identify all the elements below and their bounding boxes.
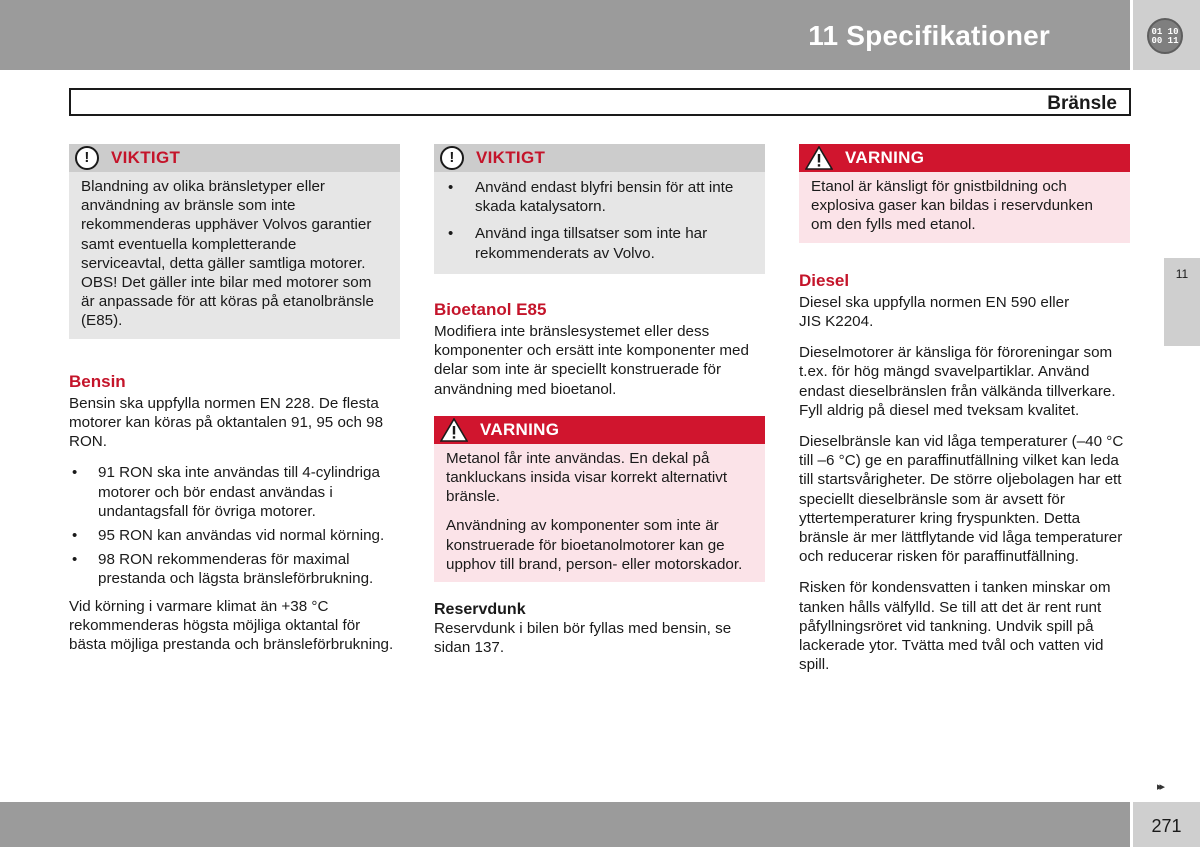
warning-callout (799, 144, 1130, 243)
reservdunk-heading: Reservdunk (434, 601, 526, 619)
list-item: • 91 RON ska inte användas till 4-cylindriga motorer och bör endast användas i undantagsfall för övriga motorer. (69, 463, 400, 521)
bensin-bullet-list (69, 463, 400, 588)
bensin-outro: Vid körning i varmare klimat än +38 °C rekommenderas högsta möjliga oktantal för bästa möjliga prestanda och bränsleförbrukning. (69, 597, 394, 654)
warning-callout (434, 416, 765, 582)
important-callout (69, 144, 400, 339)
section-title: Bränsle (1047, 93, 1117, 114)
warning-triangle-icon (440, 418, 468, 442)
list-item: • Använd endast blyfri bensin för att inte skada katalysatorn. (446, 178, 753, 216)
important-label: VIKTIGT (476, 148, 546, 168)
important-callout-body (69, 172, 400, 339)
warning-callout-body (799, 172, 1130, 243)
diesel-text-1: Diesel ska uppfylla normen EN 590 eller JIS K2204. (799, 293, 1070, 331)
important-callout-header (434, 144, 765, 172)
diesel-text-3: Dieselbränsle kan vid låga temperaturer (–40 °C till –6 °C) ge en paraffinutfällning vilket kan leda till startsvårigheter. De större oljebolagen har ett speciellt dieselbränsle som är avsett för yttertemperaturer kring fryspunkten. Detta bränsle är mer lättflytande vid låga temperaturer och reducerar risken för paraffinutfällning. (799, 433, 1124, 566)
chapter-title: 11 Specifikationer (808, 20, 1050, 51)
warning-label: VARNING (845, 148, 925, 168)
list-item: • 95 RON kan användas vid normal körning. (69, 526, 400, 545)
important-callout-header (69, 144, 400, 172)
column-3 (799, 144, 1130, 686)
page-number: 271 (1151, 816, 1182, 836)
important-exclamation-icon (440, 146, 464, 170)
important-callout-body (434, 172, 765, 274)
warning-callout-header (799, 144, 1130, 172)
bioetanol-heading: Bioetanol E85 (434, 299, 547, 319)
chapter-badge-icon (1147, 18, 1183, 54)
continue-arrows-icon: ▸▸ (1157, 781, 1163, 793)
diesel-text-4: Risken för kondensvatten i tanken minskar om tanken hålls välfylld. Se till att det är rent runt påfyllningsröret vid tankning. Undvik spill på lackerade ytor. Tvätta med tvål och vatten vid spill. (799, 579, 1111, 674)
warning-text-2: Användning av komponenter som inte är konstruerade för bioetanolmotorer kan ge upphov till brand, person- eller motorskador. (446, 517, 743, 573)
warning-triangle-icon (805, 146, 833, 170)
header-bar (0, 0, 1130, 70)
column-1 (69, 144, 400, 666)
list-item: • Använd inga tillsatser som inte har rekommenderats av Volvo. (446, 224, 753, 262)
chapter-side-tab[interactable] (1164, 258, 1200, 346)
side-tab-label: 11 (1175, 267, 1189, 281)
warning-label: VARNING (480, 420, 560, 440)
list-item: • 98 RON rekommenderas för maximal prestanda och lägsta bränsleförbrukning. (69, 550, 400, 588)
warning-text: Etanol är känsligt för gnistbildning och explosiva gaser kan bildas i reservdunken om den fylls med etanol. (811, 178, 1093, 234)
badge-line-1: 01 10 (1151, 27, 1179, 37)
warning-callout-body (434, 444, 765, 582)
footer-bar (0, 802, 1130, 847)
important-callout (434, 144, 765, 274)
page-number-box (1133, 802, 1200, 847)
warning-text-1: Metanol får inte användas. En dekal på tankluckans insida visar korrekt alternativt bränsle. (446, 449, 728, 506)
reservdunk-text: Reservdunk i bilen bör fyllas med bensin, se sidan 137. (434, 620, 732, 657)
bioetanol-text: Modifiera inte bränslesystemet eller dess komponenter och ersätt inte komponenter med delar som inte är speciellt konstruerade för användning med bioetanol. (434, 323, 749, 398)
important-exclamation-icon (75, 146, 99, 170)
column-2 (434, 144, 765, 670)
diesel-heading: Diesel (799, 270, 850, 290)
diesel-text-2: Dieselmotorer är känsliga för föroreningar som t.ex. för hög mängd svavelpartiklar. Använd endast dieselbränslen från välkända tillverkare. Fyll aldrig på diesel med tveksam kvalitet. (799, 344, 1116, 419)
warning-callout-header (434, 416, 765, 444)
important-text: Blandning av olika bränsletyper eller användning av bränsle som inte rekommenderas upphäver Volvos garantier samt eventuella kompletterande serviceavtal, detta gäller samtliga motorer. OBS! Det gäller inte bilar med motorer som är anpassade för att köras på etanolbränsle (E85). (81, 178, 374, 330)
chapter-badge-area (1133, 0, 1200, 70)
bensin-heading: Bensin (69, 371, 126, 391)
important-bullet-list (446, 178, 753, 263)
important-label: VIKTIGT (111, 148, 181, 168)
badge-line-2: 00 11 (1151, 36, 1179, 46)
section-title-box (69, 88, 1131, 116)
bensin-intro: Bensin ska uppfylla normen EN 228. De flesta motorer kan köras på oktantalen 91, 95 och 98 RON. (69, 394, 384, 451)
